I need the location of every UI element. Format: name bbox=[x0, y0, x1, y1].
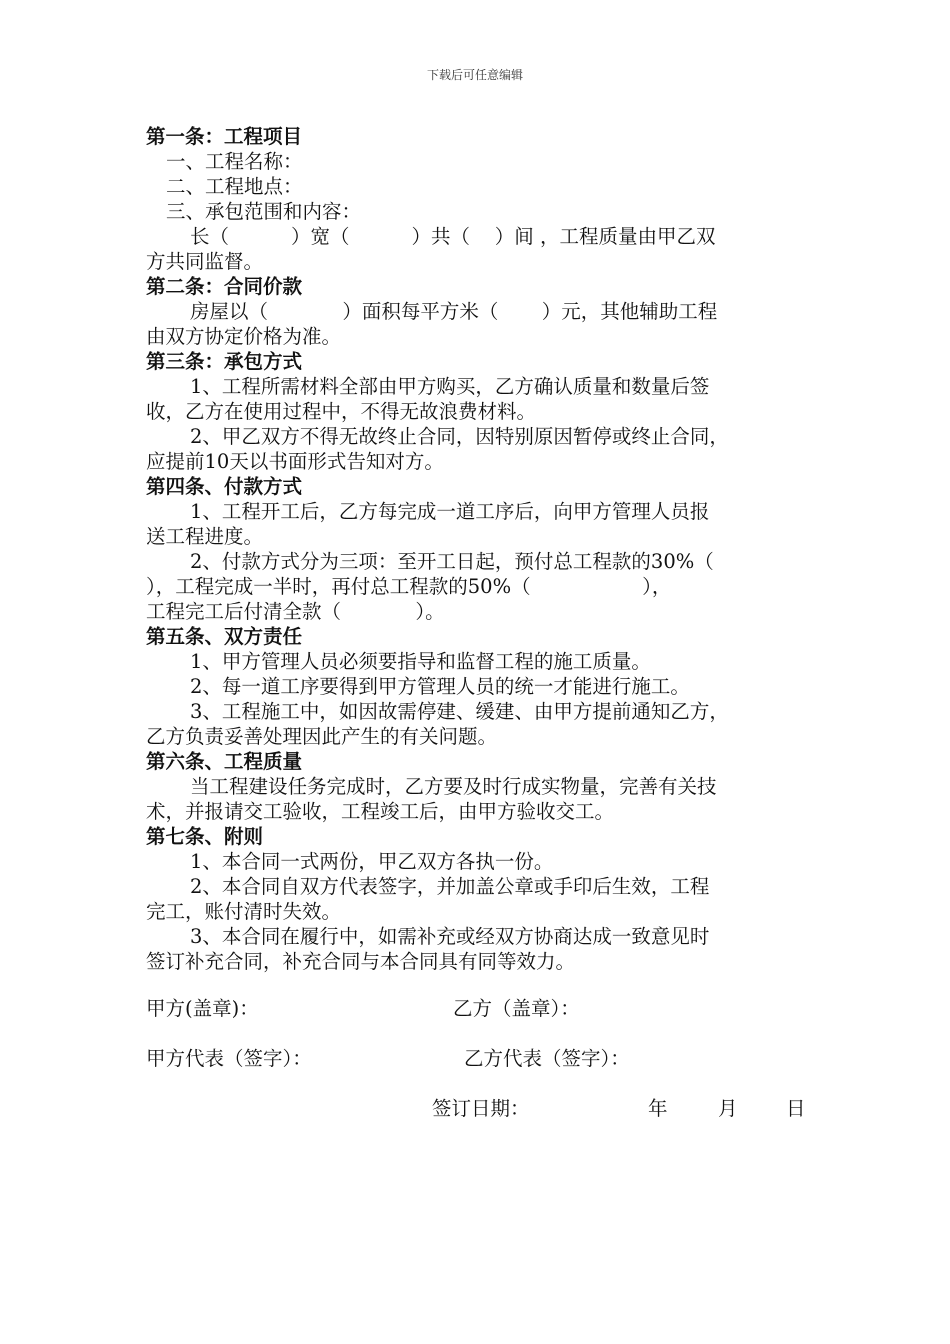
section-title-7: 第七条、附则 bbox=[146, 825, 264, 848]
contract-method-item-1-cont: 收，乙方在使用过程中，不得无故浪费材料。 bbox=[146, 400, 537, 423]
price-line-cont: 由双方协定价格为准。 bbox=[146, 325, 342, 348]
appendix-item-2: 2、本合同自双方代表签字，并加盖公章或手印后生效，工程 bbox=[190, 875, 710, 898]
responsibility-item-1: 1、甲方管理人员必须要指导和监督工程的施工质量。 bbox=[190, 650, 651, 673]
scope-line: 三、承包范围和内容： bbox=[166, 200, 362, 223]
appendix-item-2-cont: 完工，账付清时失效。 bbox=[146, 900, 342, 923]
section-title-6: 第六条、工程质量 bbox=[146, 750, 303, 773]
sign-date-row bbox=[146, 1096, 806, 1221]
payment-item-1: 1、工程开工后，乙方每完成一道工序后，向甲方管理人员报 bbox=[190, 500, 710, 523]
responsibility-item-2: 2、每一道工序要得到甲方管理人员的统一才能进行施工。 bbox=[190, 675, 690, 698]
payment-item-2-cont2: 工程完工后付清全款（ ）。 bbox=[146, 600, 445, 623]
sign-date-year: 年 bbox=[648, 1097, 668, 1120]
party-b-rep-label: 乙方代表（签字）： bbox=[464, 1047, 630, 1070]
project-name-line: 一、工程名称： bbox=[166, 150, 303, 173]
appendix-item-1: 1、本合同一式两份，甲乙双方各执一份。 bbox=[190, 850, 554, 873]
contract-method-item-1: 1、工程所需材料全部由甲方购买，乙方确认质量和数量后签 bbox=[190, 375, 710, 398]
section-title-5: 第五条、双方责任 bbox=[146, 625, 303, 648]
sign-date-label: 签订日期： bbox=[432, 1097, 530, 1120]
page-header-note: 下载后可任意编辑 bbox=[426, 68, 523, 82]
appendix-item-3: 3、本合同在履行中，如需补充或经双方协商达成一致意见时 bbox=[190, 925, 710, 948]
section-title-3: 第三条：承包方式 bbox=[146, 350, 303, 373]
party-a-seal-label: 甲方(盖章)： bbox=[146, 997, 259, 1020]
section-title-4: 第四条、付款方式 bbox=[146, 475, 303, 498]
contract-method-item-2: 2、甲乙双方不得无故终止合同，因特别原因暂停或终止合同， bbox=[190, 425, 729, 448]
appendix-item-3-cont: 签订补充合同，补充合同与本合同具有同等效力。 bbox=[146, 950, 576, 973]
dimensions-line-cont: 方共同监督。 bbox=[146, 250, 264, 273]
section-title-2: 第二条：合同价款 bbox=[146, 275, 303, 298]
contract-method-item-2-cont: 应提前10天以书面形式告知对方。 bbox=[146, 450, 444, 473]
sign-date-day: 日 bbox=[786, 1097, 806, 1120]
payment-item-1-cont: 送工程进度。 bbox=[146, 525, 264, 548]
payment-item-2: 2、付款方式分为三项：至开工日起，预付总工程款的30%（ bbox=[190, 550, 714, 573]
price-line: 房屋以（ ）面积每平方米（ ）元，其他辅助工程 bbox=[190, 300, 718, 323]
party-a-rep-label: 甲方代表（签字）： bbox=[146, 1047, 312, 1070]
payment-item-2-cont: ），工程完成一半时，再付总工程款的50%（ ）， bbox=[146, 575, 672, 598]
responsibility-item-3: 3、工程施工中，如因故需停建、缓建、由甲方提前通知乙方， bbox=[190, 700, 729, 723]
project-location-line: 二、工程地点： bbox=[166, 175, 303, 198]
contract-body bbox=[146, 124, 826, 974]
dimensions-line: 长（ ）宽（ ）共（ ）间 ，工程质量由甲乙双 bbox=[190, 225, 716, 248]
responsibility-item-3-cont: 乙方负责妥善处理因此产生的有关问题。 bbox=[146, 725, 498, 748]
section-title-1: 第一条：工程项目 bbox=[146, 125, 303, 148]
quality-line: 当工程建设任务完成时，乙方要及时行成实物量，完善有关技 bbox=[190, 775, 717, 798]
sign-date-month: 月 bbox=[718, 1097, 738, 1120]
quality-line-cont: 术，并报请交工验收，工程竣工后，由甲方验收交工。 bbox=[146, 800, 615, 823]
party-b-seal-label: 乙方（盖章）： bbox=[453, 997, 580, 1020]
